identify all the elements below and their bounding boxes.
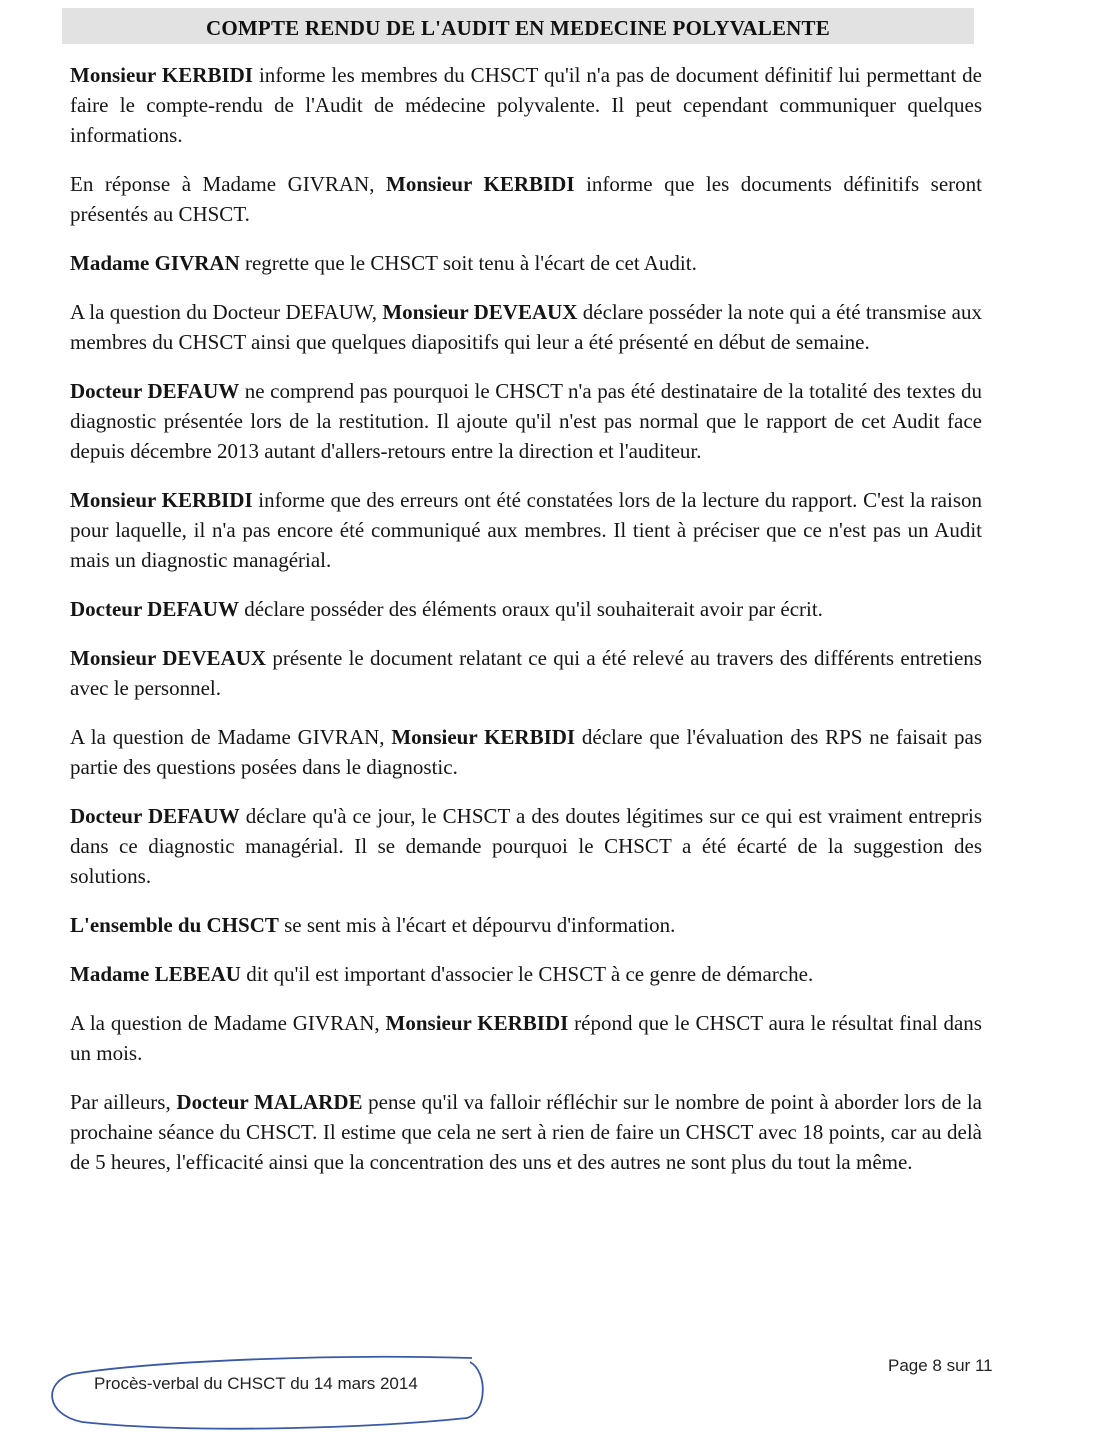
paragraph bbox=[70, 722, 982, 782]
paragraph bbox=[70, 169, 982, 229]
paragraph-text: informe que des erreurs ont été constatées lors de la lecture du rapport. C'est la raison pour laquelle, il n'a pas encore été communiqué aux membres. Il tient à préciser que ce n'est pas un Audit mais un diagnostic managérial. bbox=[70, 488, 982, 572]
paragraph bbox=[70, 1008, 982, 1068]
speaker-name: Monsieur KERBIDI bbox=[385, 1011, 569, 1035]
paragraph-text: se sent mis à l'écart et dépourvu d'information. bbox=[278, 913, 676, 937]
paragraph-text: déclare posséder la note qui a été transmise aux membres du CHSCT ainsi que quelques diapositifs qui leur a été présenté en début de semaine. bbox=[70, 300, 982, 354]
speaker-name: Monsieur KERBIDI bbox=[386, 172, 575, 196]
speaker-name: Monsieur KERBIDI bbox=[70, 488, 253, 512]
paragraph-text: informe les membres du CHSCT qu'il n'a pas de document définitif lui permettant de faire le compte-rendu de l'Audit de médecine polyvalente. Il peut cependant communiquer quelques informations. bbox=[70, 63, 982, 147]
speaker-name: Madame LEBEAU bbox=[70, 962, 241, 986]
paragraph bbox=[70, 643, 982, 703]
paragraph-text: ne comprend pas pourquoi le CHSCT n'a pas été destinataire de la totalité des textes du diagnostic présentée lors de la restitution. Il ajoute qu'il n'est pas normal que le rapport de cet Audit face depuis décembre 2013 autant d'allers-retours entre la direction et l'auditeur. bbox=[70, 379, 982, 463]
paragraph bbox=[70, 297, 982, 357]
speaker-name: Docteur DEFAUW bbox=[70, 597, 239, 621]
paragraph-text: présente le document relatant ce qui a été relevé au travers des différents entretiens avec le personnel. bbox=[70, 646, 982, 700]
paragraph-text: dit qu'il est important d'associer le CHSCT à ce genre de démarche. bbox=[240, 962, 814, 986]
paragraph-text: Par ailleurs, bbox=[70, 1090, 177, 1114]
paragraph-text: A la question de Madame GIVRAN, bbox=[70, 1011, 386, 1035]
speaker-name: Madame GIVRAN bbox=[70, 251, 240, 275]
paragraph-text: regrette que le CHSCT soit tenu à l'écart de cet Audit. bbox=[239, 251, 697, 275]
footer-document-reference: Procès-verbal du CHSCT du 14 mars 2014 bbox=[94, 1374, 418, 1393]
paragraph-text: déclare qu'à ce jour, le CHSCT a des doutes légitimes sur ce qui est vraiment entrepris dans ce diagnostic managérial. Il se demande pourquoi le CHSCT a été écarté de la suggestion des solutions. bbox=[70, 804, 982, 888]
paragraph-text: En réponse à Madame GIVRAN, bbox=[70, 172, 387, 196]
speaker-name: Monsieur DEVEAUX bbox=[382, 300, 578, 324]
paragraph bbox=[70, 959, 982, 989]
paragraph-text: informe que les documents définitifs seront présentés au CHSCT. bbox=[70, 172, 982, 226]
paragraph bbox=[70, 60, 982, 150]
speaker-name: L'ensemble du CHSCT bbox=[70, 913, 279, 937]
speaker-name: Monsieur KERBIDI bbox=[70, 63, 253, 87]
speaker-name: Docteur DEFAUW bbox=[70, 379, 240, 403]
paragraph bbox=[70, 1087, 982, 1177]
speaker-name: Docteur DEFAUW bbox=[70, 804, 240, 828]
speaker-name: Docteur MALARDE bbox=[176, 1090, 363, 1114]
paragraph bbox=[70, 801, 982, 891]
paragraph bbox=[70, 485, 982, 575]
paragraph-text: répond que le CHSCT aura le résultat final dans un mois. bbox=[70, 1011, 982, 1065]
page-number: Page 8 sur 11 bbox=[888, 1356, 993, 1375]
section-title: COMPTE RENDU DE L'AUDIT EN MEDECINE POLYVALENTE bbox=[62, 8, 974, 44]
speaker-name: Monsieur KERBIDI bbox=[391, 725, 576, 749]
document-body bbox=[70, 60, 982, 1196]
speaker-name: Monsieur DEVEAUX bbox=[70, 646, 267, 670]
paragraph-text: A la question de Madame GIVRAN, bbox=[70, 725, 392, 749]
paragraph-text: déclare que l'évaluation des RPS ne faisait pas partie des questions posées dans le diagnostic. bbox=[70, 725, 982, 779]
paragraph bbox=[70, 594, 982, 624]
paragraph-text: pense qu'il va falloir réfléchir sur le nombre de point à aborder lors de la prochaine séance du CHSCT. Il estime que cela ne sert à rien de faire un CHSCT avec 18 points, car au delà de 5 heures, l'efficacité ainsi que la concentration des uns et des autres ne sont plus du tout la même. bbox=[70, 1090, 982, 1174]
paragraph-text: déclare posséder des éléments oraux qu'il souhaiterait avoir par écrit. bbox=[238, 597, 823, 621]
paragraph bbox=[70, 248, 982, 278]
paragraph bbox=[70, 910, 982, 940]
paragraph-text: A la question du Docteur DEFAUW, bbox=[70, 300, 383, 324]
paragraph bbox=[70, 376, 982, 466]
